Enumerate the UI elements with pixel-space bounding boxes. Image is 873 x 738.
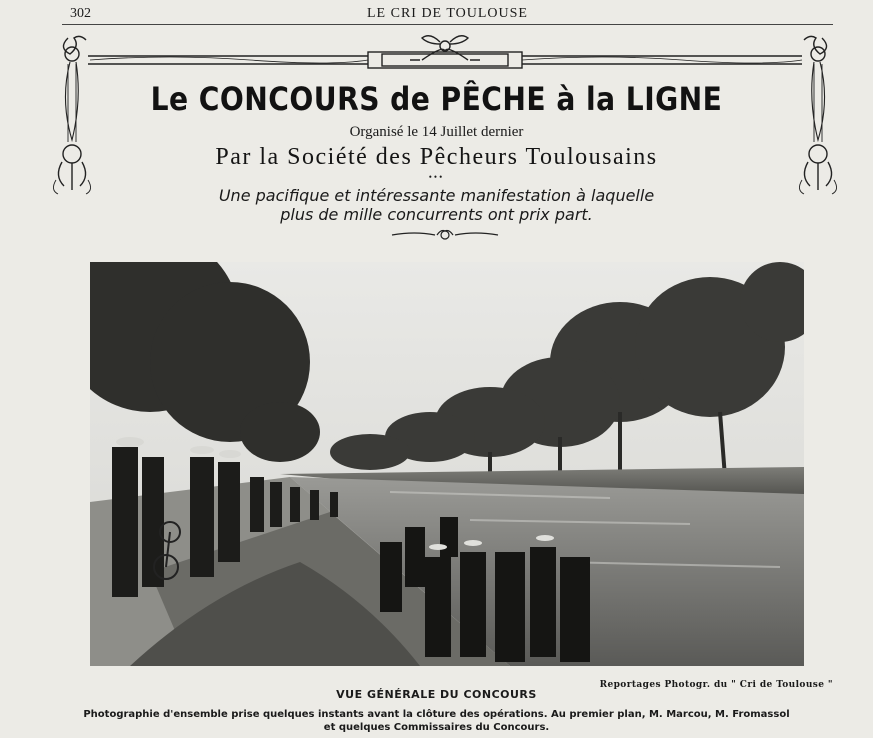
page-number: 302 <box>70 6 91 21</box>
lead-line: plus de mille concurrents ont prix part. <box>280 205 593 224</box>
photo-credit: Reportages Photogr. du " Cri de Toulouse " <box>599 680 833 690</box>
canal-photograph <box>90 262 804 666</box>
caption-line: et quelques Commissaires du Concours. <box>323 722 550 733</box>
article-subtitle: Organisé le 14 Juillet dernier <box>349 124 524 140</box>
journal-name: LE CRI DE TOULOUSE <box>367 6 528 21</box>
flourish-ornament <box>390 228 500 242</box>
lead-line: Une pacifique et intéressante manifestation à laquelle <box>218 186 655 205</box>
organizer-line: Par la Société des Pêcheurs Toulousains <box>215 144 658 170</box>
ornament-dots: ••• <box>428 172 445 182</box>
photo-scene <box>90 262 804 666</box>
caption-text <box>0 708 873 734</box>
running-header <box>62 6 833 24</box>
caption-title: VUE GÉNÉRALE DU CONCOURS <box>336 688 537 701</box>
caption-line: Photographie d'ensemble prise quelques instants avant la clôture des opérations. Au premier plan, M. Marcou, M. Fromassol <box>83 709 790 720</box>
article-title: Le CONCOURS de PÊCHE à la LIGNE <box>150 80 723 118</box>
lead-paragraph <box>0 186 873 224</box>
header-rule <box>62 24 833 25</box>
